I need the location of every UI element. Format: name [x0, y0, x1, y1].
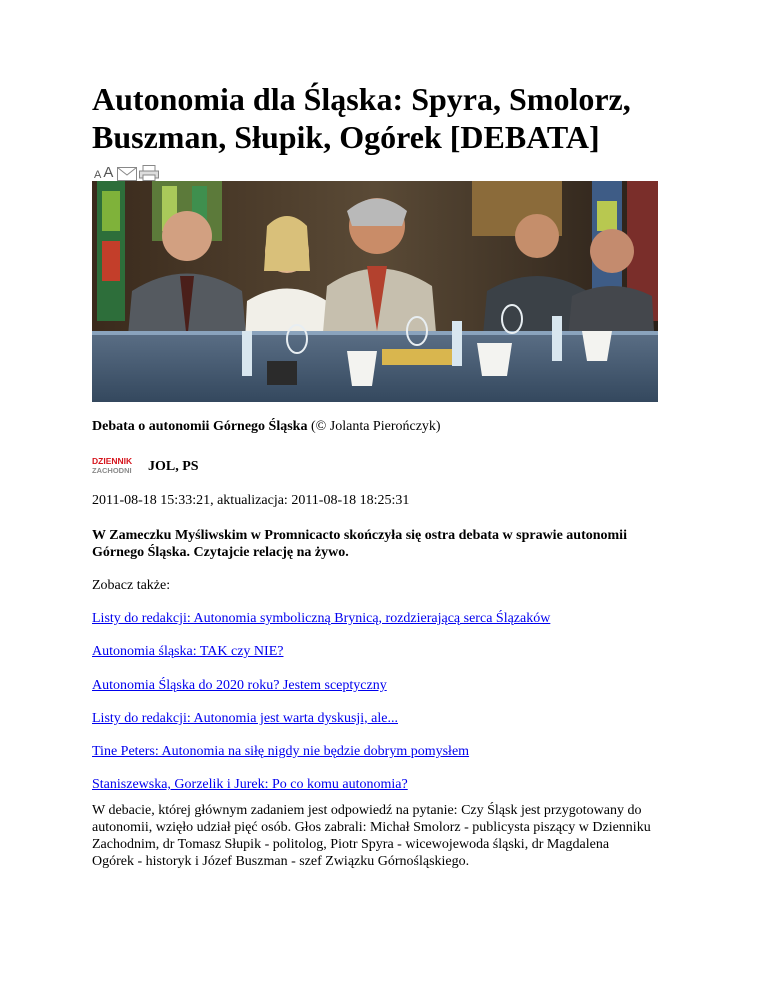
envelope-icon[interactable]: [117, 167, 137, 181]
related-link[interactable]: Staniszewska, Gorzelik i Jurek: Po co komu autonomia?: [92, 777, 408, 792]
print-icon[interactable]: [139, 165, 159, 181]
font-increase-button[interactable]: A: [103, 164, 114, 181]
article-dates: 2011-08-18 15:33:21, aktualizacja: 2011-08-18 18:25:31: [92, 493, 410, 508]
related-link[interactable]: Autonomia śląska: TAK czy NIE?: [92, 644, 284, 659]
logo-text-bottom: ZACHODNI: [92, 466, 132, 474]
related-link[interactable]: Tine Peters: Autonomia na siłę nigdy nie będzie dobrym pomysłem: [92, 744, 470, 759]
article-lead: W Zameczku Myśliwskim w Promnicacto skończyła się ostra debata w sprawie autonomii Górnego Śląska. Czytajcie relację na żywo.: [92, 528, 627, 560]
related-link[interactable]: Autonomia Śląska do 2020 roku? Jestem sceptyczny: [92, 678, 387, 693]
article-title: Autonomia dla Śląska: Spyra, Smolorz, Buszman, Słupik, Ogórek [DEBATA]: [92, 81, 631, 155]
article-body: W debacie, której głównym zadaniem jest odpowiedź na pytanie: Czy Śląsk jest przygotowany do autonomii, wzięło udział pięć osób. Głos zabrali: Michał Smolorz - publicysta piszący w Dzienniku Zachodnim, dr Tomasz Słupik - politolog, Piotr Spyra - wicewojewoda śląski, dr Magdalena Ogórek - historyk i Józef Buszman - szef Związku Górnośląskiego.: [92, 803, 651, 869]
caption-title: Debata o autonomii Górnego Śląska: [92, 419, 308, 434]
debate-photo: [92, 181, 658, 402]
related-link[interactable]: Listy do redakcji: Autonomia jest warta dyskusji, ale...: [92, 711, 398, 726]
font-decrease-button[interactable]: A: [94, 169, 102, 181]
related-link[interactable]: Listy do redakcji: Autonomia symboliczną Brynicą, rozdzierającą serca Ślązaków: [92, 611, 551, 626]
photo-caption: [92, 419, 441, 435]
caption-credit: (© Jolanta Pierończyk): [307, 419, 441, 434]
logo-text-top: DZIENNIK: [92, 456, 133, 466]
article-tools: [94, 163, 159, 181]
dziennik-zachodni-logo: [92, 456, 148, 474]
see-also-label: Zobacz także:: [92, 578, 171, 593]
article-author: JOL, PS: [148, 459, 199, 474]
